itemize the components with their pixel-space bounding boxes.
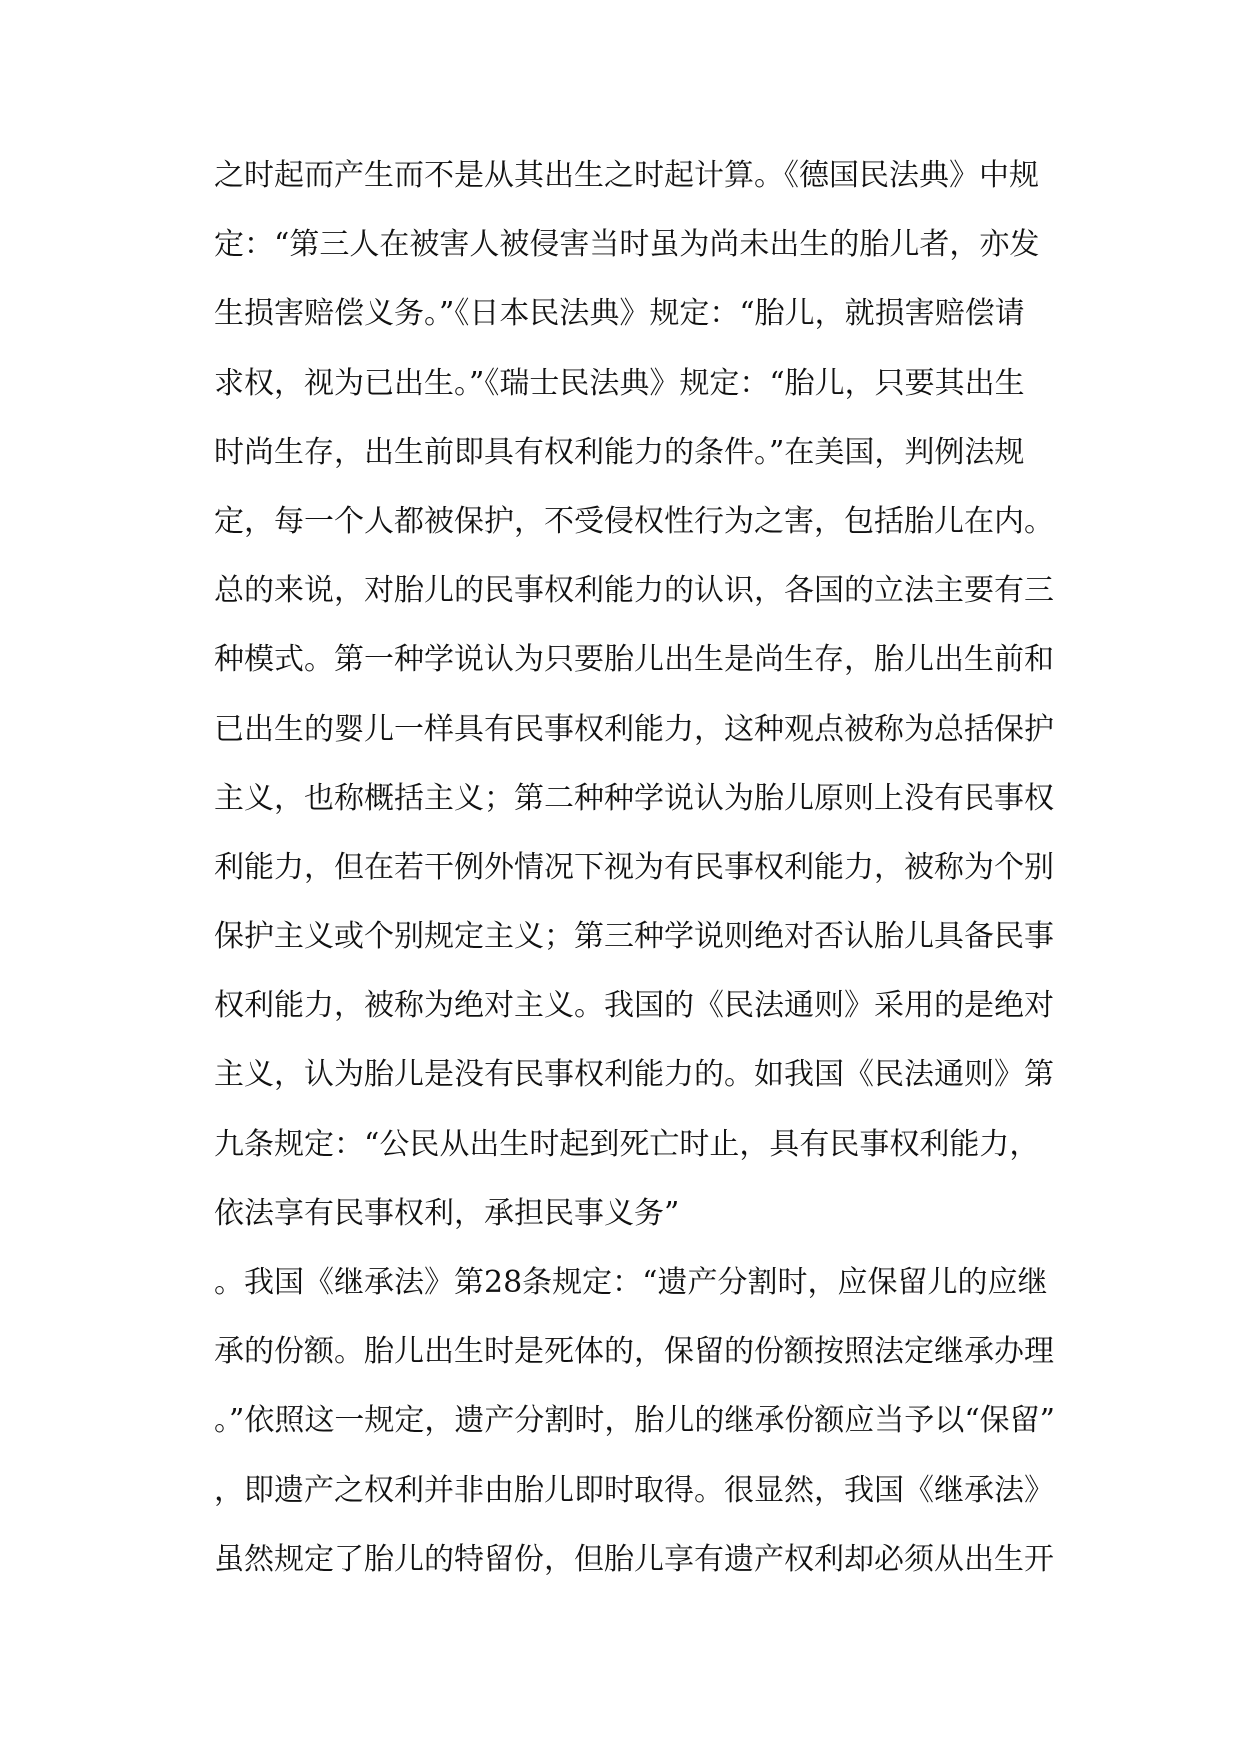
text-line: 虽然规定了胎儿的特留份，但胎儿享有遗产权利却必须从出生开 <box>214 1541 1054 1577</box>
body-text <box>214 151 1056 1604</box>
text-line: 承的份额。胎儿出生时是死体的，保留的份额按照法定继承办理 <box>214 1334 1054 1370</box>
text-line: ，即遗产之权利并非由胎儿即时取得。很显然，我国《继承法》 <box>214 1472 1054 1508</box>
text-line: 定，每一个人都被保护，不受侵权性行为之害，包括胎儿在内。 <box>214 503 1054 539</box>
text-line: 生损害赔偿义务。”《日本民法典》规定：“胎儿，就损害赔偿请 <box>214 296 1025 332</box>
text-line: 求权，视为已出生。”《瑞士民法典》规定：“胎儿，只要其出生 <box>214 365 1025 401</box>
text-line: 主义，认为胎儿是没有民事权利能力的。如我国《民法通则》第 <box>214 1057 1054 1093</box>
text-line: 。我国《继承法》第28条规定：“遗产分割时，应保留儿的应继 <box>214 1265 1048 1300</box>
text-line: 时尚生存，出生前即具有权利能力的条件。”在美国，判例法规 <box>214 434 1025 470</box>
text-line: 依法享有民事权利，承担民事义务” <box>214 1195 680 1231</box>
text-line: 利能力，但在若干例外情况下视为有民事权利能力，被称为个别 <box>214 849 1054 885</box>
text-line: 权利能力，被称为绝对主义。我国的《民法通则》采用的是绝对 <box>214 988 1054 1024</box>
text-line: 之时起而产生而不是从其出生之时起计算。《德国民法典》中规 <box>214 158 1039 193</box>
text-line: 。”依照这一规定，遗产分割时，胎儿的继承份额应当予以“保留” <box>214 1403 1056 1439</box>
text-line: 种模式。第一种学说认为只要胎儿出生是尚生存，胎儿出生前和 <box>214 642 1054 678</box>
text-line: 九条规定：“公民从出生时起到死亡时止，具有民事权利能力， <box>214 1126 1040 1162</box>
text-line: 保护主义或个别规定主义；第三种学说则绝对否认胎儿具备民事 <box>214 919 1054 955</box>
text-line: 定：“第三人在被害人被侵害当时虽为尚未出生的胎儿者，亦发 <box>214 227 1040 263</box>
text-line: 主义，也称概括主义；第二种种学说认为胎儿原则上没有民事权 <box>214 780 1054 816</box>
text-line: 总的来说，对胎儿的民事权利能力的认识，各国的立法主要有三 <box>214 573 1054 609</box>
text-line: 已出生的婴儿一样具有民事权利能力，这种观点被称为总括保护 <box>214 711 1054 747</box>
